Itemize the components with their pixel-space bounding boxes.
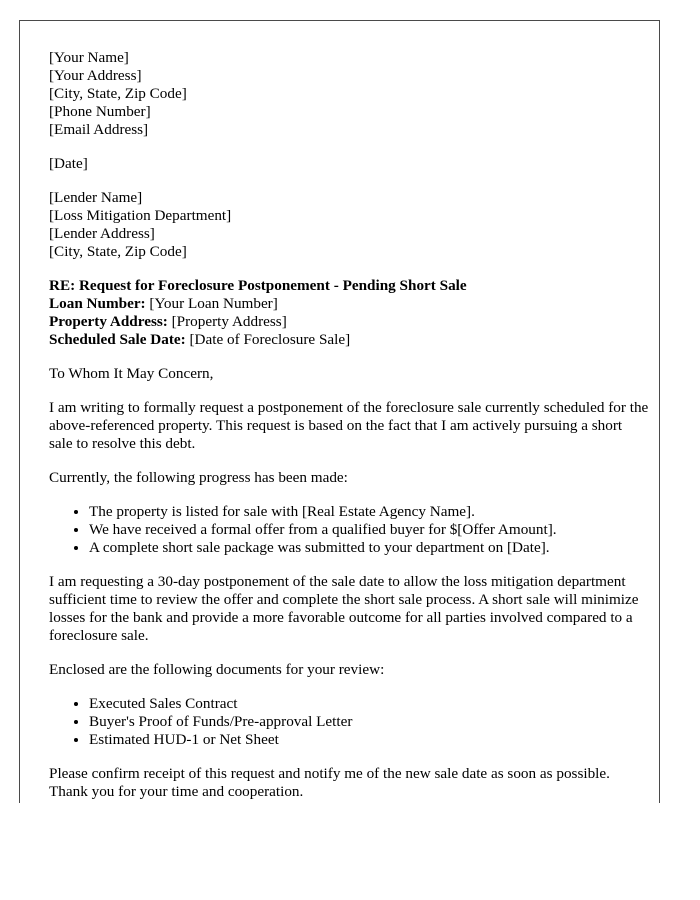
lender-address: [Lender Address] xyxy=(49,225,155,242)
progress-list xyxy=(49,503,649,557)
loan-number-label: Loan Number: xyxy=(49,295,146,312)
sale-date-label: Scheduled Sale Date: xyxy=(49,331,186,348)
closing-paragraph: Please confirm receipt of this request and notify me of the new sale date as soon as possible. Thank you for your time and cooperation. xyxy=(49,765,610,800)
list-item: • The property is listed for sale with [Real Estate Agency Name]. xyxy=(89,503,649,521)
list-item: • Buyer's Proof of Funds/Pre-approval Letter xyxy=(89,713,649,731)
sender-email: [Email Address] xyxy=(49,121,149,138)
progress-lead-paragraph: Currently, the following progress has been made: xyxy=(49,469,348,486)
sale-date-line xyxy=(49,331,649,349)
sender-name: [Your Name] xyxy=(49,49,129,66)
lender-department: [Loss Mitigation Department] xyxy=(49,207,232,224)
subject-line: RE: Request for Foreclosure Postponement - Pending Short Sale xyxy=(49,277,467,294)
list-item: • Estimated HUD-1 or Net Sheet xyxy=(89,731,649,749)
property-address-label: Property Address: xyxy=(49,313,168,330)
letter-date: [Date] xyxy=(49,155,88,172)
property-address-line xyxy=(49,313,649,331)
list-item: • A complete short sale package was submitted to your department on [Date]. xyxy=(89,539,649,557)
lender-city-state-zip: [City, State, Zip Code] xyxy=(49,243,187,260)
list-item: • Executed Sales Contract xyxy=(89,695,649,713)
loan-number-line xyxy=(49,295,649,313)
sender-address-block xyxy=(49,49,649,139)
recipient-address-block xyxy=(49,189,649,261)
enclosed-documents-list xyxy=(49,695,649,749)
sender-phone: [Phone Number] xyxy=(49,103,151,120)
enclosed-lead-paragraph: Enclosed are the following documents for your review: xyxy=(49,661,385,678)
reference-block xyxy=(49,277,649,349)
list-item: • We have received a formal offer from a qualified buyer for $[Offer Amount]. xyxy=(89,521,649,539)
sale-date-value: [Date of Foreclosure Sale] xyxy=(185,331,351,348)
property-address-value: [Property Address] xyxy=(167,313,287,330)
date-block xyxy=(49,155,649,173)
loan-number-value: [Your Loan Number] xyxy=(145,295,278,312)
request-paragraph: I am requesting a 30-day postponement of the sale date to allow the loss mitigation department sufficient time to review the offer and complete the short sale process. A short sale will minimize losses for the bank and provide a more favorable outcome for all parties involved compared to a foreclosure sale. xyxy=(49,573,639,644)
sender-address: [Your Address] xyxy=(49,67,142,84)
salutation: To Whom It May Concern, xyxy=(49,365,214,382)
sender-city-state-zip: [City, State, Zip Code] xyxy=(49,85,187,102)
letter-page xyxy=(19,20,660,803)
intro-paragraph: I am writing to formally request a postponement of the foreclosure sale currently scheduled for the above-referenced property. This request is based on the fact that I am actively pursuing a short sale to resolve this debt. xyxy=(49,399,649,452)
lender-name: [Lender Name] xyxy=(49,189,143,206)
letter-body xyxy=(49,49,649,803)
